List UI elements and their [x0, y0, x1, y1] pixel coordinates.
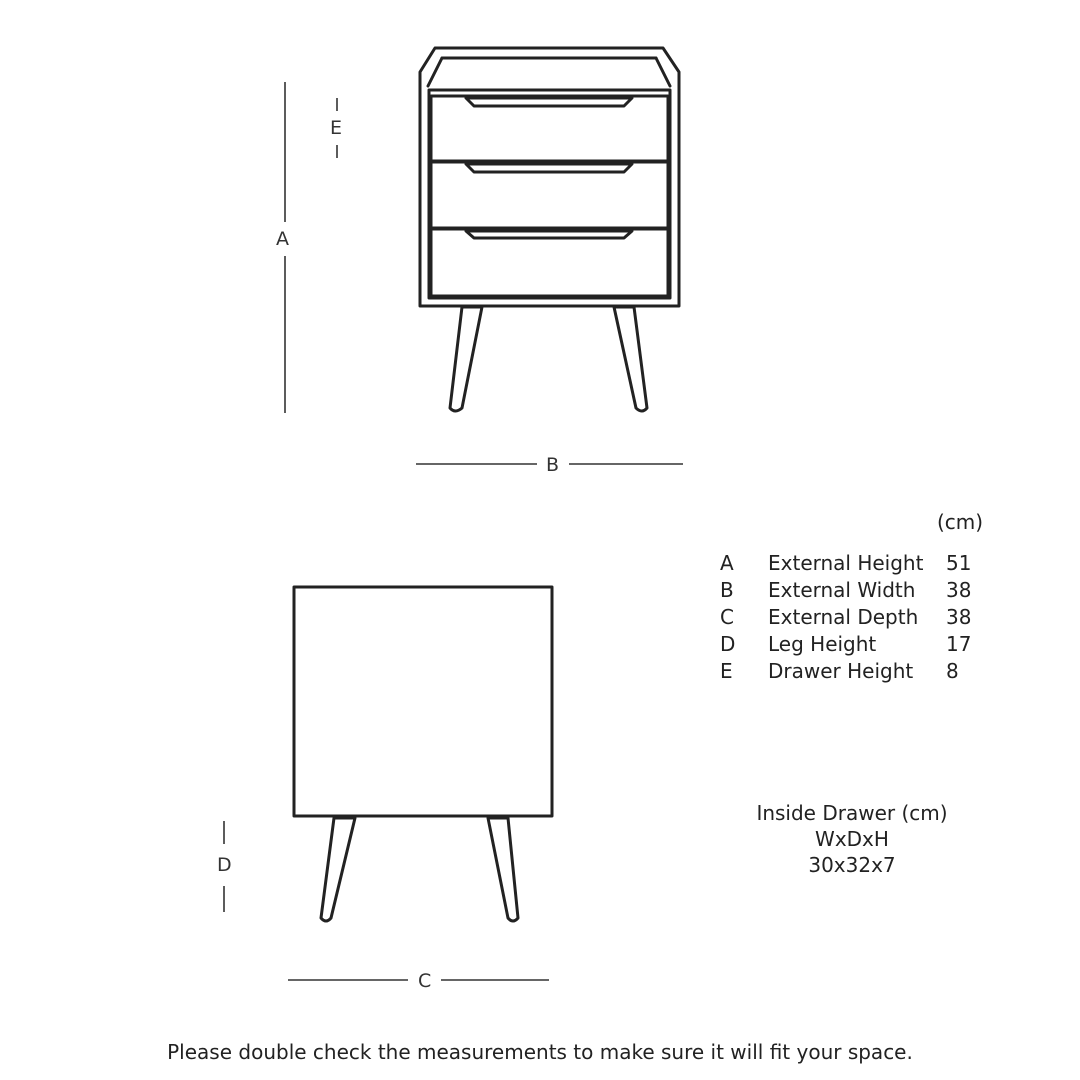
dim-label-d: D [217, 854, 232, 876]
spec-name: Leg Height [768, 632, 877, 656]
inside-drawer-title: Inside Drawer (cm) [756, 801, 948, 825]
spec-value: 8 [946, 659, 959, 683]
spec-row [720, 604, 976, 631]
spec-key: A [720, 551, 734, 575]
dim-label-a: A [276, 228, 289, 250]
dim-label-e: E [330, 117, 343, 139]
inside-drawer-dims: 30x32x7 [808, 853, 896, 877]
dim-label-b: B [546, 454, 560, 476]
side-body [294, 587, 552, 816]
inner-frame [429, 90, 670, 298]
spec-key: B [720, 578, 734, 602]
drawer-2-handle [466, 164, 632, 172]
spec-row [720, 577, 976, 604]
spec-key: E [720, 659, 733, 683]
spec-key: C [720, 605, 734, 629]
inside-drawer-format: WxDxH [815, 827, 889, 851]
spec-row [720, 658, 976, 685]
tray-top-inner [428, 58, 670, 86]
side-right-leg [488, 818, 518, 921]
spec-value: 38 [946, 605, 972, 629]
spec-value: 51 [946, 551, 972, 575]
spec-row [720, 631, 976, 658]
dim-label-c: C [418, 970, 432, 992]
side-left-leg [321, 818, 355, 921]
spec-name: External Width [768, 578, 916, 602]
cabinet-outline [420, 48, 679, 306]
drawer-3-handle [466, 231, 632, 238]
inside-drawer-block [752, 800, 952, 878]
spec-value: 17 [946, 632, 972, 656]
spec-name: Drawer Height [768, 659, 914, 683]
spec-name: External Height [768, 551, 924, 575]
spec-name: External Depth [768, 605, 919, 629]
spec-key: D [720, 632, 736, 656]
spec-value: 38 [946, 578, 972, 602]
spec-row [720, 550, 976, 577]
measurement-note: Please double check the measurements to make sure it will fit your space. [167, 1040, 913, 1064]
spec-table [720, 550, 976, 685]
front-right-leg [614, 307, 647, 411]
drawer-1-handle [466, 98, 632, 106]
front-view [285, 48, 683, 464]
side-view [224, 587, 552, 980]
front-left-leg [450, 307, 482, 411]
spec-unit: (cm) [937, 510, 984, 534]
